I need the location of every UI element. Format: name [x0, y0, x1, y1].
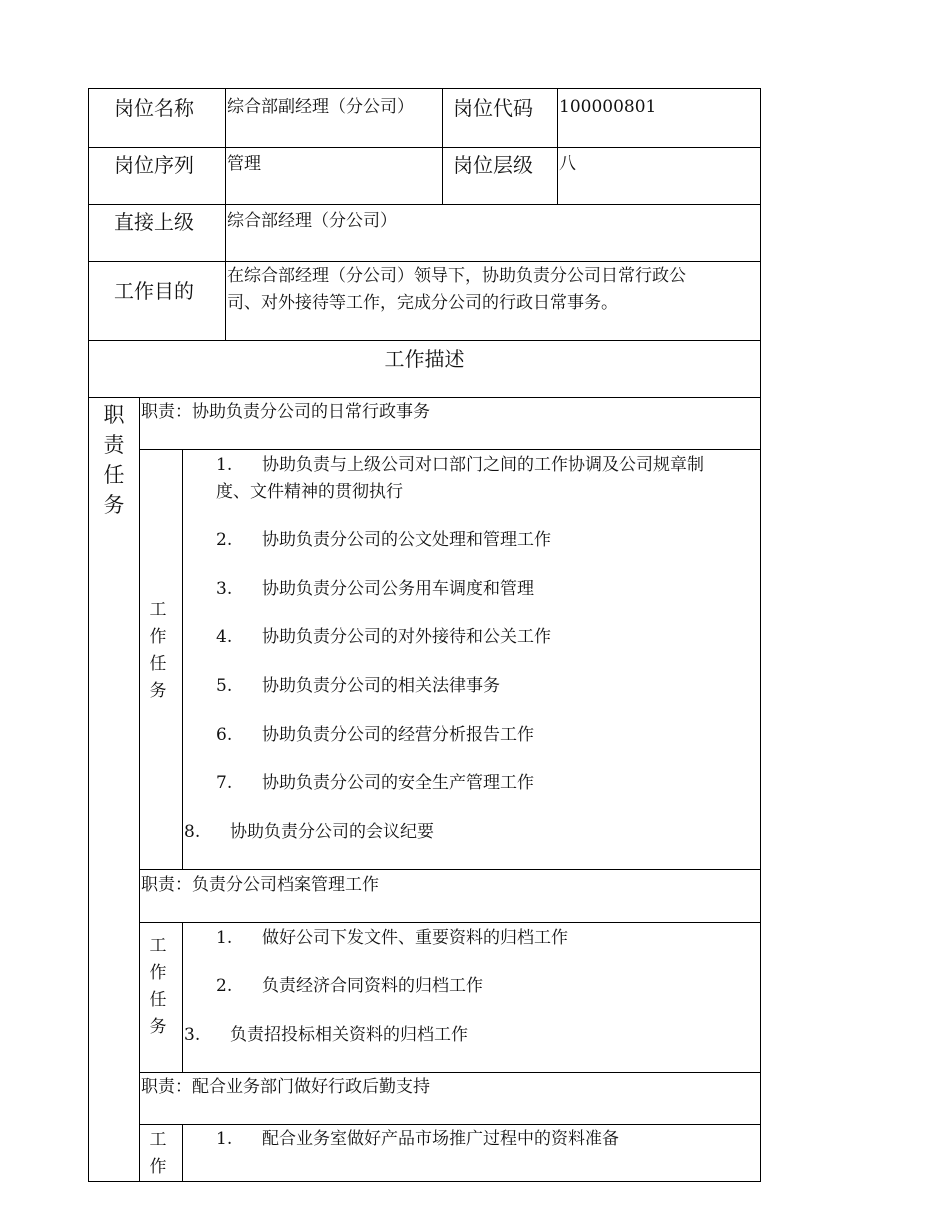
work-purpose-line-1: 在综合部经理（分公司）领导下，协助负责分公司日常行政公 [227, 266, 686, 286]
col-divider [225, 88, 226, 341]
table-border-left [88, 88, 89, 1182]
task-item: 7. 协助负责分公司的安全生产管理工作 [216, 773, 534, 793]
duty-col-divider [139, 397, 140, 1182]
task-item: 2. 负责经济合同资料的归档工作 [216, 976, 483, 996]
work-tasks-label: 工作任务 [149, 600, 167, 701]
task-item-continuation: 度、文件精神的贯彻执行 [216, 482, 403, 502]
task-col-divider [182, 449, 183, 869]
task-col-divider [182, 922, 183, 1072]
duty-tasks-label: 职责任务 [103, 403, 125, 517]
col-divider [557, 88, 558, 205]
row-divider [88, 261, 761, 262]
work-purpose-line-2: 司、对外接待等工作，完成分公司的行政日常事务。 [227, 293, 618, 313]
task-col-divider [182, 1124, 183, 1182]
position-sequence-label: 岗位序列 [114, 153, 194, 177]
row-divider [88, 340, 761, 341]
position-name-label: 岗位名称 [114, 96, 194, 120]
row-divider [88, 204, 761, 205]
row-divider [88, 397, 761, 398]
task-item: 4. 协助负责分公司的对外接待和公关工作 [216, 627, 551, 647]
task-item: 8. 协助负责分公司的会议纪要 [184, 822, 434, 842]
duty-divider [139, 1124, 761, 1125]
duty-divider [139, 1072, 761, 1073]
duty-divider [139, 449, 761, 450]
position-name-value: 综合部副经理（分公司） [227, 97, 414, 117]
duty-title: 职责：配合业务部门做好行政后勤支持 [141, 1077, 430, 1097]
work-tasks-label: 工作任务 [149, 936, 167, 1037]
task-item: 6. 协助负责分公司的经营分析报告工作 [216, 725, 534, 745]
duty-divider [139, 869, 761, 870]
work-purpose-label: 工作目的 [114, 279, 194, 303]
duty-divider [139, 922, 761, 923]
position-sequence-value: 管理 [227, 154, 261, 174]
work-tasks-label-partial: 工作 [149, 1130, 167, 1177]
table-border-top [88, 88, 761, 89]
position-code-value: 100000801 [559, 97, 657, 117]
task-item: 1. 做好公司下发文件、重要资料的归档工作 [216, 928, 568, 948]
task-item: 1. 配合业务室做好产品市场推广过程中的资料准备 [216, 1129, 619, 1149]
task-item: 5. 协助负责分公司的相关法律事务 [216, 676, 500, 696]
direct-superior-label: 直接上级 [114, 210, 194, 234]
direct-superior-value: 综合部经理（分公司） [227, 211, 397, 231]
task-item: 2. 协助负责分公司的公文处理和管理工作 [216, 530, 551, 550]
table-border-right [760, 88, 761, 1182]
task-item: 3. 负责招投标相关资料的归档工作 [184, 1025, 468, 1045]
task-item: 3. 协助负责分公司公务用车调度和管理 [216, 579, 534, 599]
task-item: 1. 协助负责与上级公司对口部门之间的工作协调及公司规章制 [216, 455, 704, 475]
description-title: 工作描述 [384, 347, 465, 371]
position-level-value: 八 [559, 154, 576, 174]
position-level-label: 岗位层级 [453, 153, 533, 177]
duty-title: 职责：负责分公司档案管理工作 [141, 875, 379, 895]
duty-title: 职责：协助负责分公司的日常行政事务 [141, 402, 430, 422]
col-divider [442, 88, 443, 205]
position-code-label: 岗位代码 [453, 96, 533, 120]
table-border-bottom [88, 1181, 761, 1182]
row-divider [88, 147, 761, 148]
